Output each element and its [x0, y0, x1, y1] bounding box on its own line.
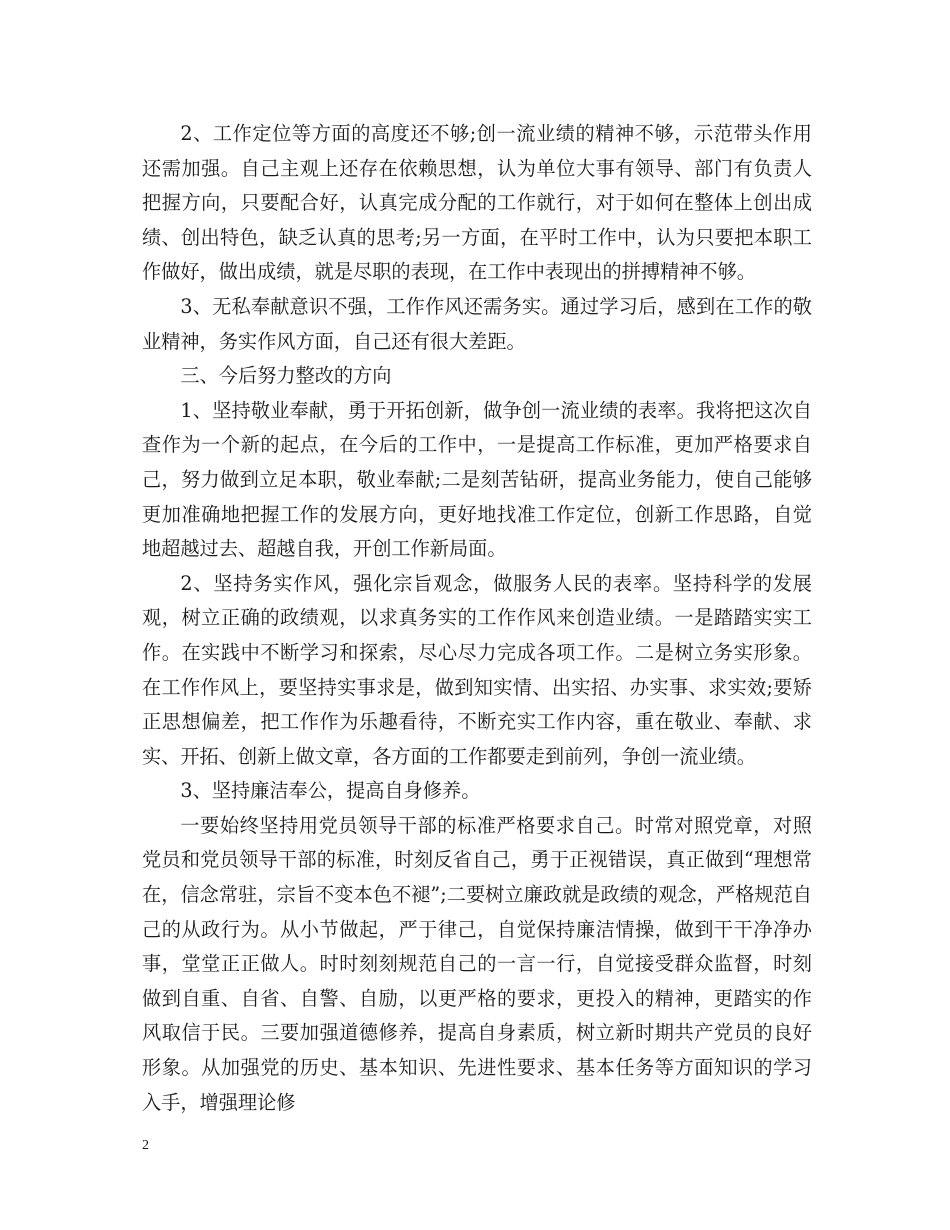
page-number: 2 [142, 1138, 149, 1153]
paragraph-1: 2、工作定位等方面的高度还不够;创一流业绩的精神不够，示范带头作用还需加强。自己主观上还存在依赖思想，认为单位大事有领导、部门有负责人把握方向，只要配合好，认真完成分配的工作就行，对于如何在整体上创出成绩、创出特色，缺乏认真的思考;另一方面，在平时工作中，认为只要把本职工作做好，做出成绩，就是尽职的表现，在工作中表现出的拼搏精神不够。 [142, 122, 812, 284]
paragraph-2: 3、无私奉献意识不强，工作作风还需务实。通过学习后，感到在工作的敬业精神，务实作风方面，自己还有很大差距。 [142, 294, 812, 353]
paragraph-4: 2、坚持务实作风，强化宗旨观念，做服务人民的表率。坚持科学的发展观，树立正确的政绩观，以求真务实的工作作风来创造业绩。一是踏踏实实工作。在实践中不断学习和探索，尽心尽力完成各项工作。二是树立务实形象。在工作作风上，要坚持实事求是，做到知实情、出实招、办实事、求实效;要矫正思想偏差，把工作作为乐趣看待，不断充实工作内容，重在敬业、奉献、求实、开拓、创新上做文章，各方面的工作都要走到前列，争创一流业绩。 [142, 571, 812, 768]
paragraph-3: 1、坚持敬业奉献，勇于开拓创新，做争创一流业绩的表率。我将把这次自查作为一个新的起点，在今后的工作中，一是提高工作标准，更加严格要求自己，努力做到立足本职，敬业奉献;二是刻苦钻研，提高业务能力，使自己能够更加准确地把握工作的发展方向，更好地找准工作定位，创新工作思路，自觉地超越过去、超越自我，开创工作新局面。 [142, 398, 812, 561]
paragraph-6: 一要始终坚持用党员领导干部的标准严格要求自己。时常对照党章，对照党员和党员领导干部的标准，时刻反省自己，勇于正视错误，真正做到“理想常在，信念常驻，宗旨不变本色不褪”;二要树立廉政就是政绩的观念，严格规范自己的从政行为。从小节做起，严于律己，自觉保持廉洁情操，做到干干净净办事，堂堂正正做人。时时刻刻规范自己的一言一行，自觉接受群众监督，时刻做到自重、自省、自警、自励，以更严格的要求，更投入的精神，更踏实的作风取信于民。三要加强道德修养，提高自身素质，树立新时期共产党员的良好形象。从加强党的历史、基本知识、先进性要求、基本任务等方面知识的学习入手，增强理论修 [142, 813, 812, 1114]
document-page [142, 117, 812, 1120]
section-heading: 三、今后努力整改的方向 [180, 364, 392, 388]
paragraph-5: 3、坚持廉洁奉公，提高自身修养。 [180, 779, 481, 803]
